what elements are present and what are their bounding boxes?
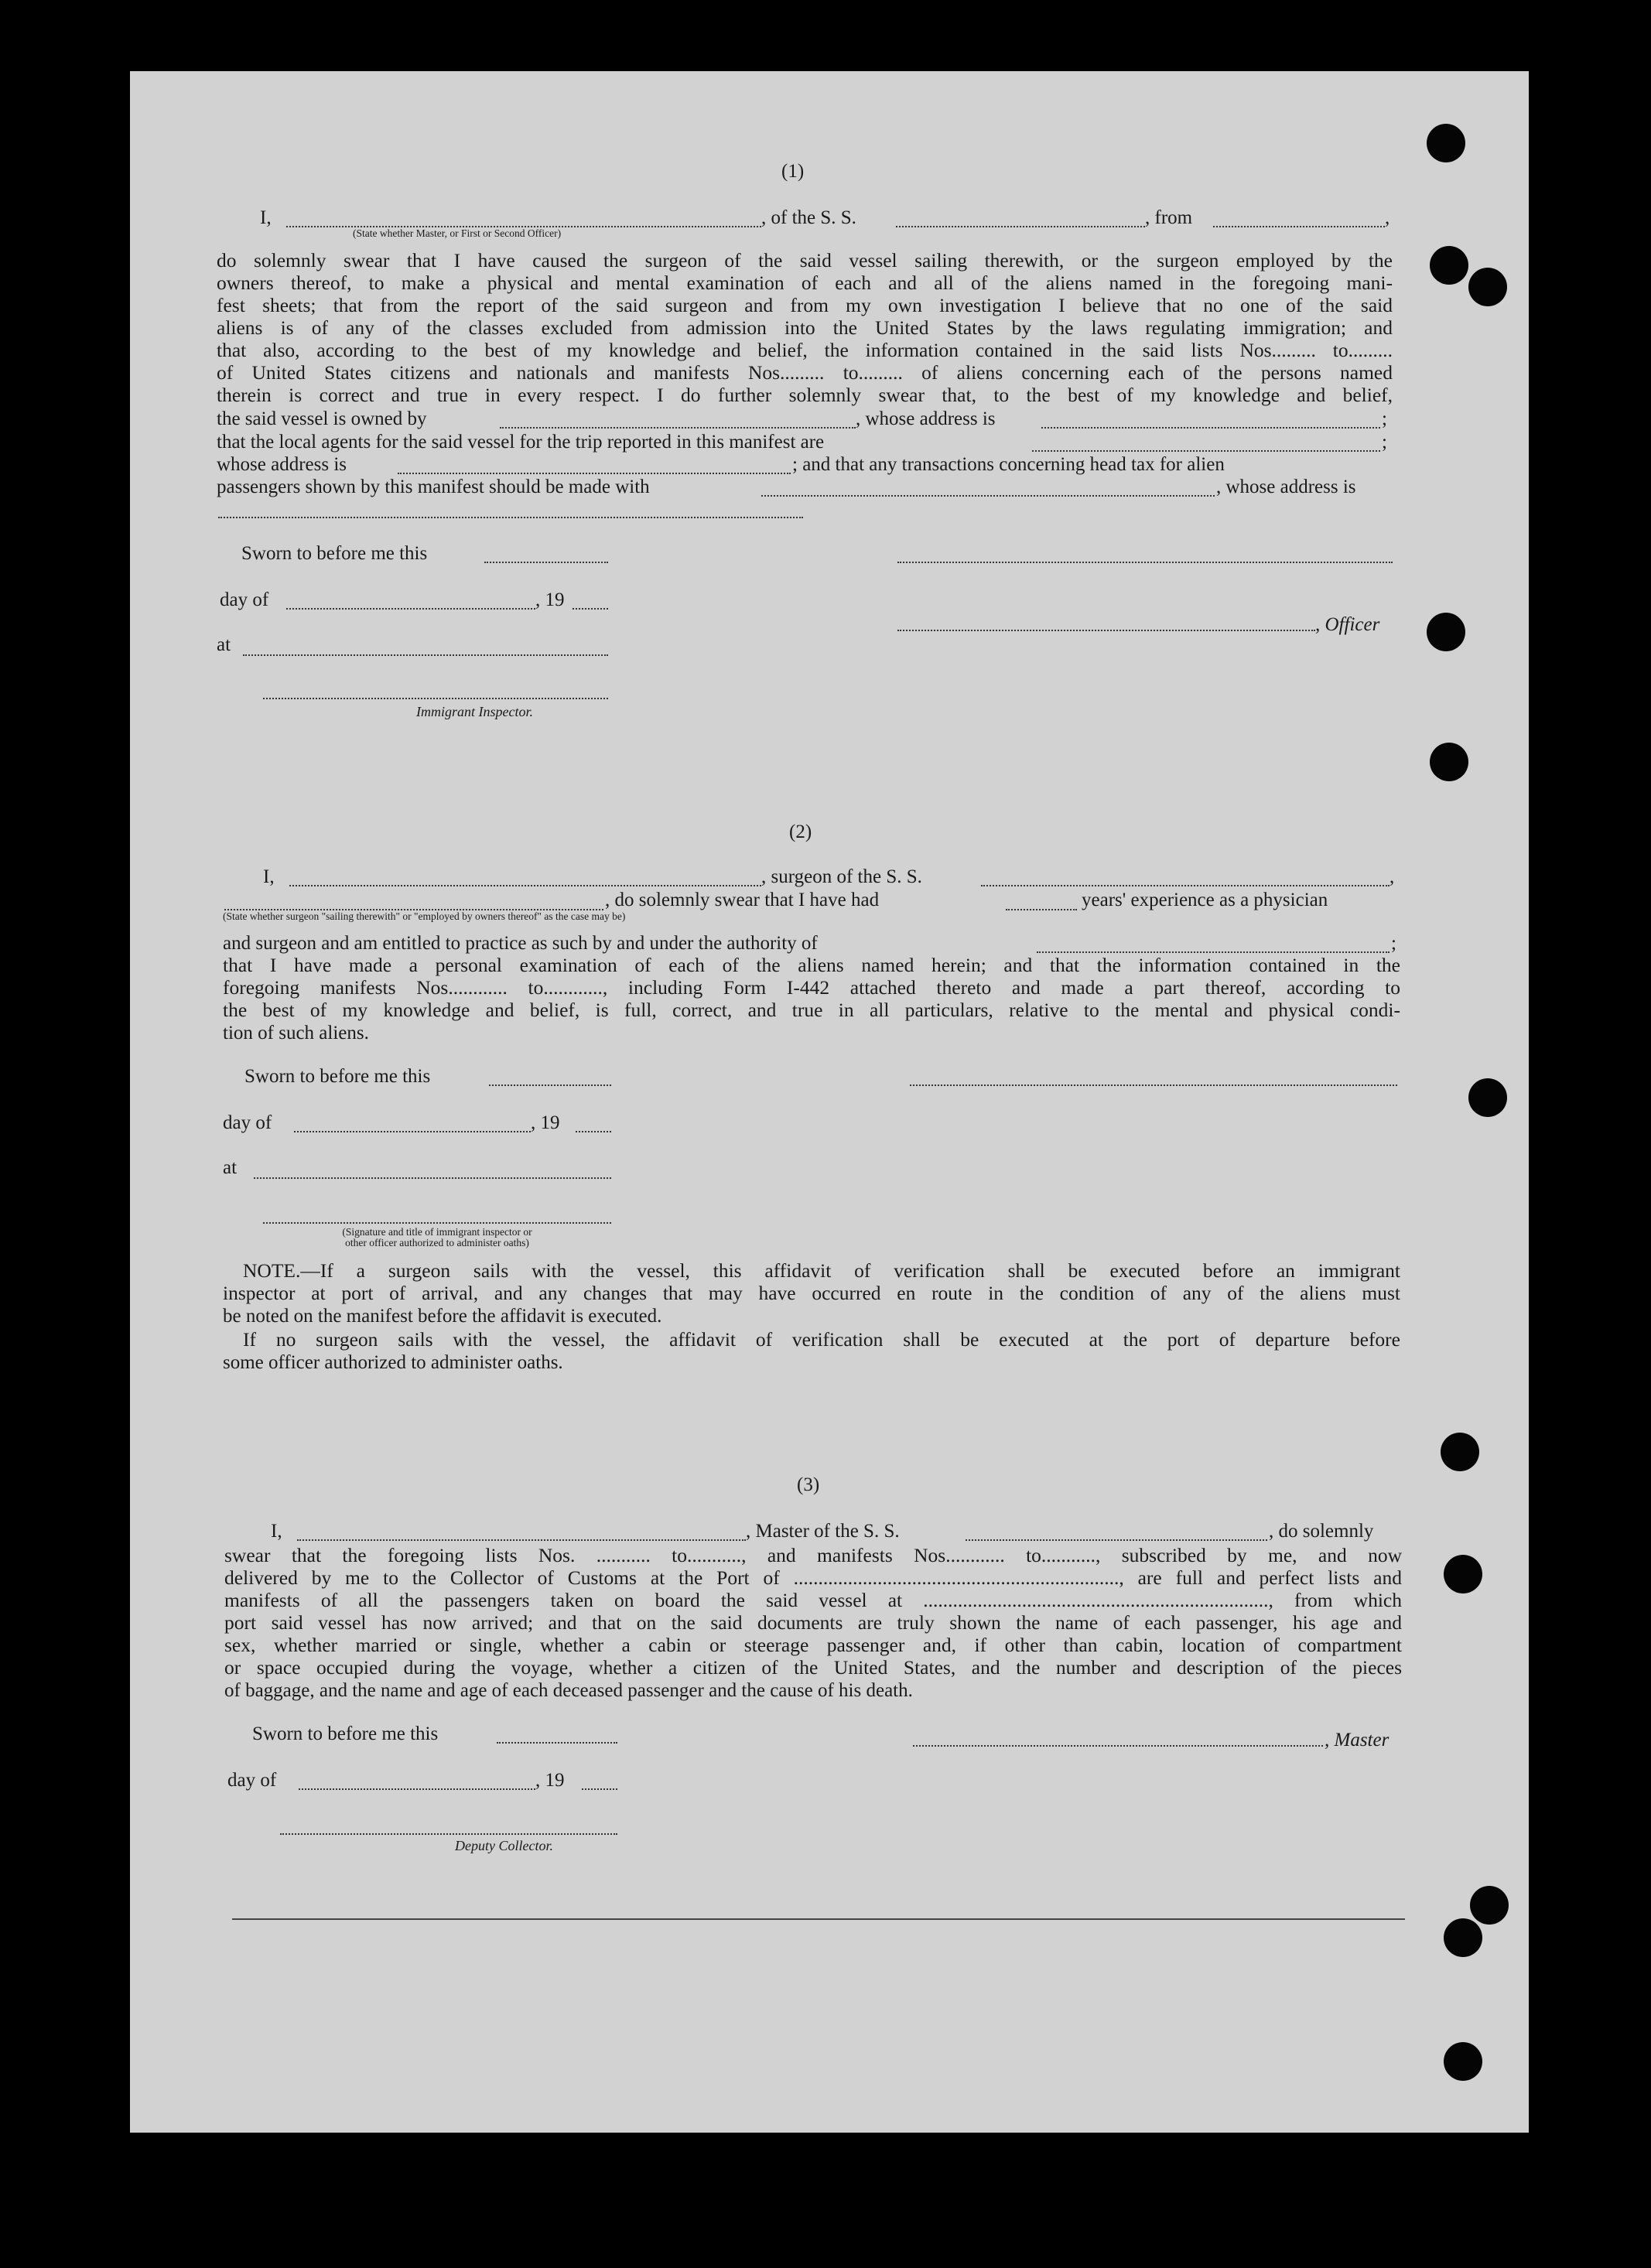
signature-line	[910, 1084, 1397, 1086]
text-line: of baggage, and the name and age of each deceased passenger and the cause of his death.	[224, 1680, 913, 1701]
signature-line	[263, 1222, 611, 1224]
text-line: port said vessel has now arrived; and that on the said documents are truly shown the name of each passenger, his age and	[224, 1611, 1402, 1634]
text: and surgeon and am entitled to practice as such by and under the authority of	[223, 933, 818, 954]
blank-line	[254, 1177, 611, 1179]
text-line: If no surgeon sails with the vessel, the affidavit of verification shall be executed at the port of departure before	[243, 1328, 1400, 1351]
text: , 19	[535, 1770, 565, 1791]
text: ;	[1382, 432, 1387, 453]
text-line: therein is correct and true in every respect. I do further solemnly swear that, to the best of my knowledge and belief,	[217, 384, 1393, 406]
text: , of the S. S.	[761, 207, 856, 228]
text-line: manifests of all the passengers taken on board the said vessel at ......................................................................, from which	[224, 1589, 1402, 1611]
text: I,	[260, 207, 272, 228]
text: years' experience as a physician	[1082, 890, 1328, 910]
text: whose address is	[217, 454, 347, 475]
punch-hole	[1427, 613, 1465, 651]
text-line: do solemnly swear that I have caused the surgeon of the said vessel sailing therewith, or the surgeon employed by the	[217, 249, 1393, 272]
blank-line	[398, 473, 791, 474]
blank-line	[484, 562, 608, 563]
text-line: owners thereof, to make a physical and mental examination of each and all of the aliens named in the foregoing mani-	[217, 272, 1393, 294]
text: , surgeon of the S. S.	[761, 866, 922, 887]
text: , Master of the S. S.	[746, 1521, 900, 1542]
blank-line	[1041, 427, 1380, 429]
blank-line	[289, 885, 761, 886]
punch-hole	[1468, 1078, 1507, 1117]
text: , from	[1145, 207, 1193, 228]
text: , Master	[1325, 1730, 1390, 1751]
blank-line	[243, 654, 608, 656]
caption: (Signature and title of immigrant inspector or	[342, 1226, 532, 1238]
punch-hole	[1470, 1886, 1509, 1925]
text: , 19	[531, 1112, 560, 1133]
text-line: or space occupied during the voyage, whether a citizen of the United States, and the number and description of the pieces	[224, 1656, 1402, 1679]
text: , Officer	[1315, 614, 1380, 635]
text: Sworn to before me this	[252, 1723, 439, 1744]
blank-line	[582, 1788, 617, 1790]
blank-line	[218, 517, 803, 518]
blank-line	[966, 1539, 1267, 1541]
blank-line	[489, 1084, 611, 1086]
text: , do solemnly swear that I have had	[605, 890, 880, 910]
text: ;	[1391, 933, 1396, 954]
text-line: sex, whether married or single, whether a cabin or steerage passenger and, if other than cabin, location of compartment	[224, 1634, 1402, 1656]
text-line: tion of such aliens.	[223, 1023, 369, 1043]
text-line: that I have made a personal examination of each of the aliens named herein; and that the information contained in the	[223, 954, 1400, 976]
text: ;	[1382, 408, 1387, 429]
text: Sworn to before me this	[244, 1066, 431, 1087]
text: day of	[223, 1112, 272, 1133]
signature-line	[897, 562, 1393, 563]
text: at	[223, 1157, 238, 1178]
blank-line	[497, 1742, 617, 1744]
text-line: of United States citizens and nationals and manifests Nos......... to......... of aliens concerning each of the persons named	[217, 361, 1393, 384]
punch-hole	[1430, 246, 1468, 285]
blank-line	[299, 1788, 535, 1790]
signature-line	[263, 698, 608, 699]
text: day of	[220, 589, 269, 610]
text: Sworn to before me this	[241, 543, 428, 564]
text-line: inspector at port of arrival, and any changes that may have occurred en route in the condition of any of the aliens must	[223, 1282, 1400, 1304]
blank-line	[1213, 226, 1385, 227]
blank-line	[1006, 909, 1077, 910]
text: , do solemnly	[1269, 1521, 1374, 1542]
section-number: (3)	[797, 1474, 820, 1495]
section-number: (1)	[781, 161, 805, 182]
blank-line	[573, 608, 608, 610]
caption: Immigrant Inspector.	[416, 704, 533, 719]
field-note: (State whether Master, or First or Second Officer)	[353, 227, 562, 239]
punch-hole	[1441, 1433, 1479, 1471]
text-line: fest sheets; that from the report of the said surgeon and from my own investigation I believe that no one of the said	[217, 294, 1393, 316]
signature-line	[280, 1833, 617, 1835]
text: I,	[263, 866, 275, 887]
blank-line	[1037, 951, 1390, 953]
text: , 19	[535, 589, 565, 610]
signature-line	[913, 1745, 1323, 1747]
blank-line	[294, 1131, 531, 1132]
blank-line	[297, 1539, 746, 1541]
text-line: the best of my knowledge and belief, is full, correct, and true in all particulars, relative to the mental and physical condi-	[223, 999, 1400, 1021]
text-line: that also, according to the best of my knowledge and belief, the information contained in the said lists Nos......... to.........	[217, 339, 1393, 361]
text: that the local agents for the said vessel for the trip reported in this manifest are	[217, 432, 825, 453]
blank-line	[981, 885, 1390, 886]
text: ; and that any transactions concerning head tax for alien	[792, 454, 1225, 475]
text: day of	[227, 1770, 277, 1791]
text-line: foregoing manifests Nos............ to............, including Form I-442 attached thereto and made a part thereof, according to	[223, 976, 1400, 999]
caption: Deputy Collector.	[455, 1838, 553, 1853]
punch-hole	[1468, 268, 1507, 306]
text-line: be noted on the manifest before the affidavit is executed.	[223, 1306, 662, 1327]
signature-line	[897, 630, 1315, 631]
blank-line	[896, 226, 1145, 227]
punch-hole	[1444, 1918, 1482, 1957]
text-line: delivered by me to the Collector of Customs at the Port of .................................................................., are full and perfect lists and	[224, 1566, 1402, 1589]
text: the said vessel is owned by	[217, 408, 427, 429]
text-line: aliens is of any of the classes excluded from admission into the United States by the laws regulating immigration; and	[217, 316, 1393, 339]
caption: other officer authorized to administer oaths)	[345, 1237, 529, 1248]
text: passengers shown by this manifest should be made with	[217, 476, 650, 497]
blank-line	[500, 427, 856, 429]
text: at	[217, 634, 231, 655]
text: ,	[1385, 207, 1390, 228]
text-line: some officer authorized to administer oaths.	[223, 1352, 563, 1373]
text: ,	[1390, 866, 1395, 887]
section-number: (2)	[789, 821, 812, 842]
text: , whose address is	[856, 408, 996, 429]
punch-hole	[1430, 743, 1468, 781]
punch-hole	[1427, 124, 1465, 162]
field-note: (State whether surgeon "sailing therewith" or "employed by owners thereof" as the case may be)	[223, 910, 626, 922]
punch-hole	[1444, 1555, 1482, 1593]
blank-line	[576, 1131, 611, 1132]
blank-line	[761, 495, 1215, 497]
blank-line	[286, 608, 535, 610]
punch-hole	[1444, 2042, 1482, 2081]
text-line: NOTE.—If a surgeon sails with the vessel, this affidavit of verification shall be executed before an immigrant	[243, 1259, 1400, 1282]
text-line: swear that the foregoing lists Nos. ........... to..........., and manifests Nos............ to..........., subscribed by me, and now	[224, 1544, 1402, 1566]
text: , whose address is	[1216, 476, 1356, 497]
divider	[232, 1918, 1405, 1920]
blank-line	[1032, 450, 1380, 452]
text: I,	[271, 1521, 282, 1542]
